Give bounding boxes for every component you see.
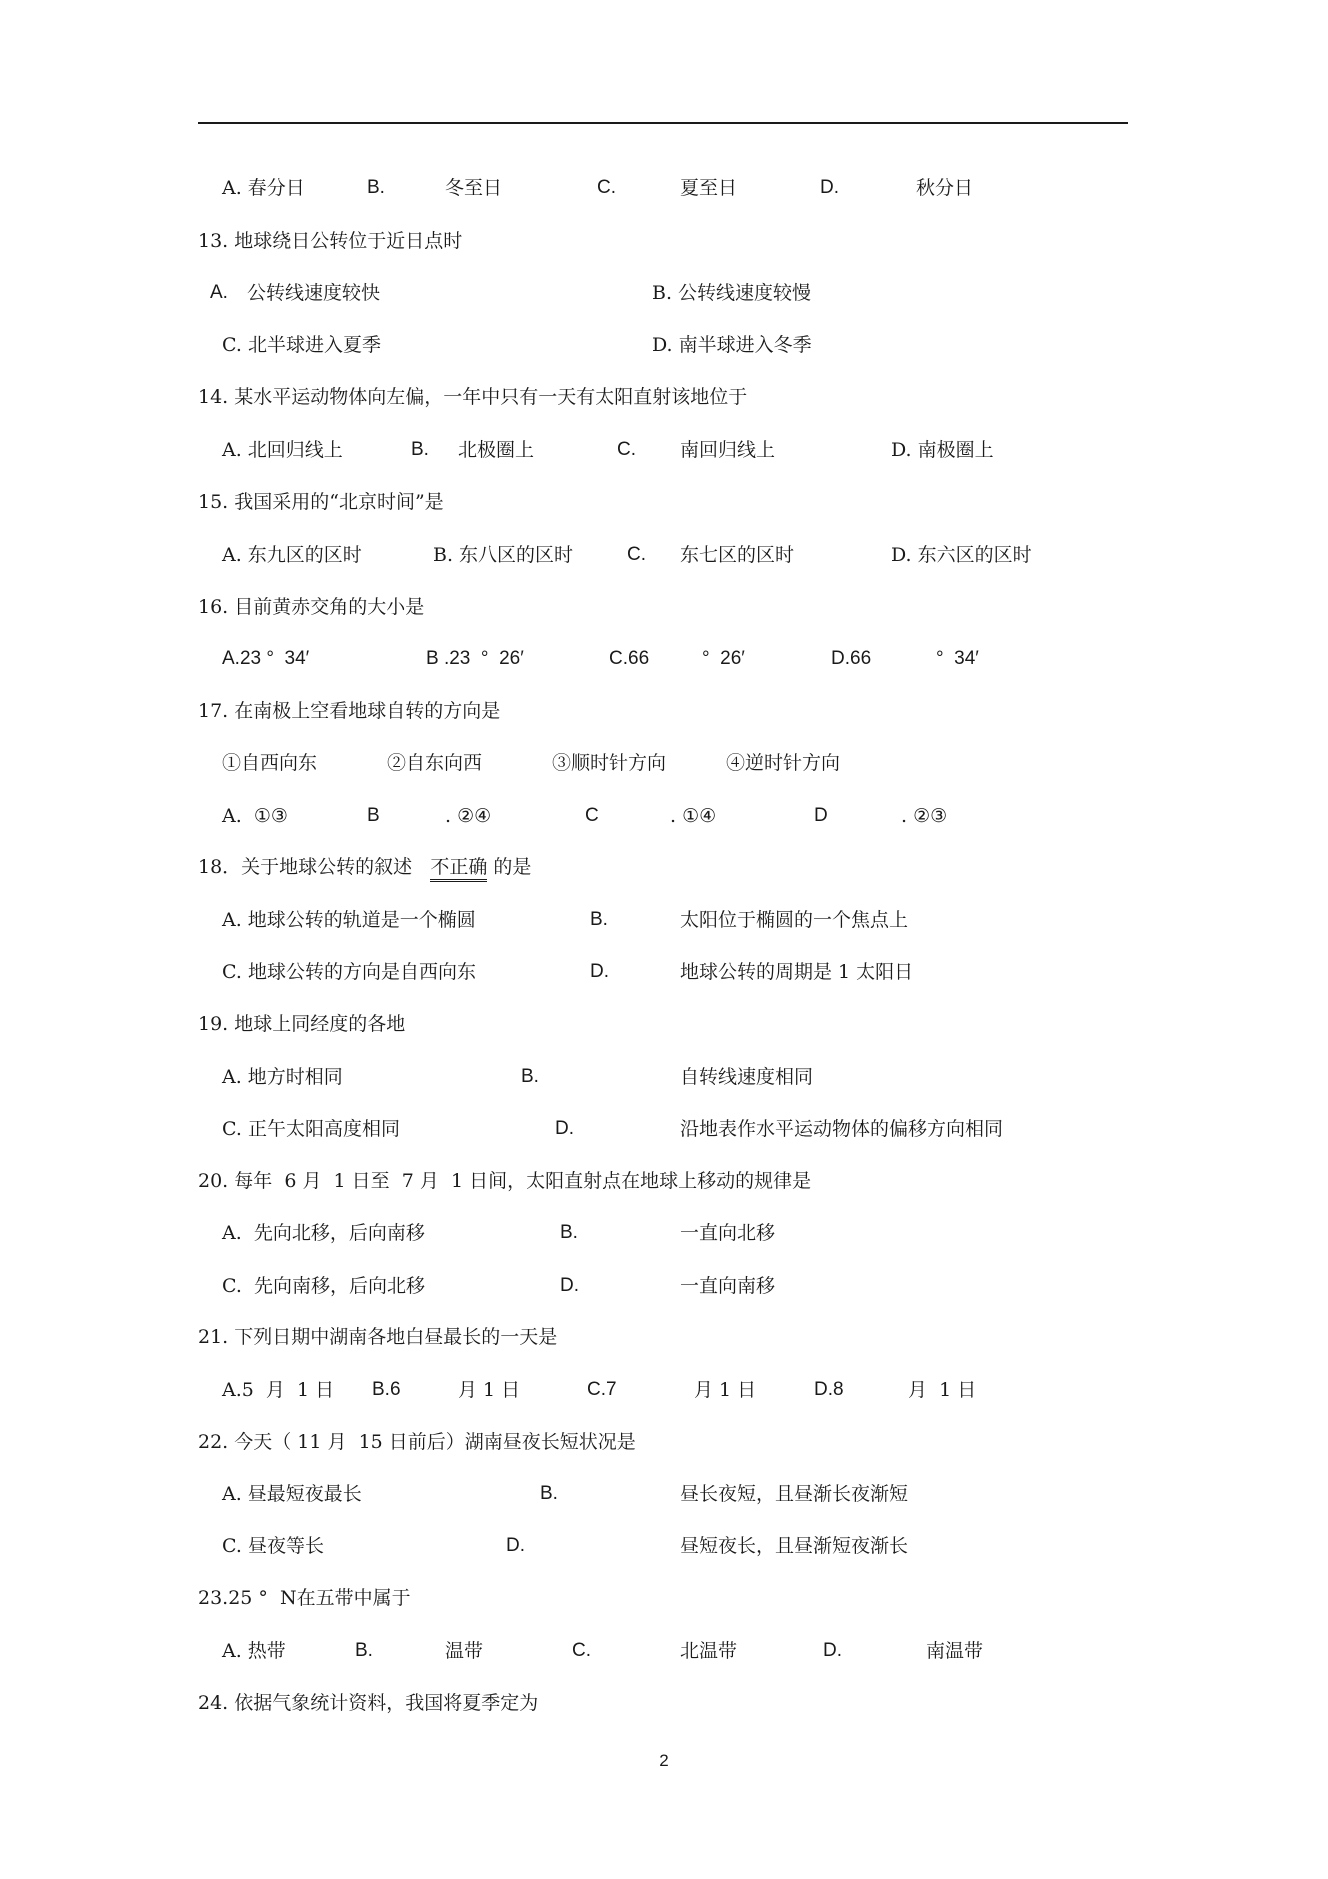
option-b: B .23 ° 26′	[426, 648, 524, 669]
option-b-label: B.	[540, 1483, 558, 1504]
option-b-label: B.	[355, 1640, 373, 1661]
option-c-label: C	[585, 805, 599, 826]
option-c: C. 北半球进入夏季	[222, 334, 381, 356]
option-a-text: 公转线速度较快	[247, 282, 381, 304]
option-d-label: D.	[555, 1118, 574, 1139]
option-d-label: D.	[820, 177, 839, 198]
stem-suffix: 的是	[493, 856, 532, 878]
question-stem: 21. 下列日期中湖南各地白昼最长的一天是	[198, 1326, 558, 1348]
option-b-text: 冬至日	[445, 177, 503, 199]
option-c: C. 先向南移，后向北移	[222, 1275, 425, 1297]
statement-1: ①自西向东	[222, 752, 318, 774]
stem-prefix: 18．关于地球公转的叙述	[198, 856, 413, 878]
option-c-label: C.	[597, 177, 616, 198]
option-d-text: 南温带	[926, 1640, 984, 1662]
option-a: A. 热带	[222, 1640, 286, 1662]
option-c-label: C.	[572, 1640, 591, 1661]
page-number: 2	[659, 1751, 669, 1770]
option-c-label: C.	[627, 544, 646, 565]
question-stem: 22. 今天（ 11 月 15 日前后）湖南昼夜长短状况是	[198, 1431, 636, 1453]
question-stem: 19. 地球上同经度的各地	[198, 1013, 406, 1035]
option-c: C. 正午太阳高度相同	[222, 1118, 400, 1140]
option-d-text: . ②③	[901, 805, 948, 827]
option-d-text: 昼短夜长，且昼渐短夜渐长	[680, 1535, 909, 1557]
option-a-label: A.	[210, 282, 228, 303]
option-b: B. 公转线速度较慢	[652, 282, 812, 304]
option-d: D. 南极圈上	[891, 439, 994, 461]
option-c: C. 昼夜等长	[222, 1535, 324, 1557]
option-b-label: B.6	[372, 1379, 401, 1400]
option-c-text: 夏至日	[680, 177, 738, 199]
question-stem: 16. 目前黄赤交角的大小是	[198, 596, 425, 618]
option-c-text: 东七区的区时	[680, 544, 795, 566]
option-d-label: D.	[590, 961, 609, 982]
option-a: A. 北回归线上	[222, 439, 343, 461]
option-d-label: D.8	[814, 1379, 844, 1400]
option-d-text: 秋分日	[916, 177, 974, 199]
option-b-text: 北极圈上	[458, 439, 535, 461]
option-a: A. 春分日	[222, 177, 305, 199]
option-c-text: . ①④	[670, 805, 717, 827]
option-c-text: ° 26′	[702, 648, 745, 669]
question-stem: 20. 每年 6 月 1 日至 7 月 1 日间，太阳直射点在地球上移动的规律是	[198, 1170, 812, 1192]
option-a: A.5 月 1 日	[222, 1379, 335, 1401]
option-d-text: 沿地表作水平运动物体的偏移方向相同	[680, 1118, 1004, 1140]
question-stem: 17. 在南极上空看地球自转的方向是	[198, 700, 501, 722]
option-b-label: B	[367, 805, 380, 826]
option-b: B. 东八区的区时	[433, 544, 574, 566]
header-rule	[198, 122, 1128, 124]
option-c-label: C.7	[587, 1379, 617, 1400]
option-d-label: D.	[506, 1535, 525, 1556]
statement-3: ③顺时针方向	[552, 752, 667, 774]
option-b-text: 昼长夜短，且昼渐长夜渐短	[680, 1483, 909, 1505]
option-c-label: C.	[617, 439, 636, 460]
option-a: A. ①③	[222, 805, 288, 827]
option-d: D. 南半球进入冬季	[652, 334, 812, 356]
option-d-text: 一直向南移	[680, 1275, 776, 1297]
option-d-label: D.	[560, 1275, 579, 1296]
option-b-text: 太阳位于椭圆的一个焦点上	[680, 909, 909, 931]
option-b-label: B.	[590, 909, 608, 930]
option-b-label: B.	[560, 1222, 578, 1243]
option-d-text: 月 1 日	[908, 1379, 977, 1401]
question-stem: 23.25 ° N在五带中属于	[198, 1587, 411, 1609]
option-b-label: B.	[521, 1066, 539, 1087]
option-a: A. 东九区的区时	[222, 544, 362, 566]
option-b-text: 一直向北移	[680, 1222, 776, 1244]
option-d-label: D.66	[831, 648, 872, 669]
option-c-label: C.66	[609, 648, 650, 669]
option-b-label: B.	[411, 439, 429, 460]
option-b-text: 温带	[445, 1640, 484, 1662]
option-d-label: D	[814, 805, 828, 826]
option-b-text: 自转线速度相同	[680, 1066, 814, 1088]
question-stem: 14. 某水平运动物体向左偏，一年中只有一天有太阳直射该地位于	[198, 386, 748, 408]
question-stem: 15. 我国采用的“北京时间”是	[198, 491, 444, 513]
option-c-text: 月 1 日	[694, 1379, 757, 1401]
question-stem	[198, 856, 531, 878]
option-a: A. 地球公转的轨道是一个椭圆	[222, 909, 476, 931]
option-d-label: D.	[823, 1640, 842, 1661]
option-a: A.23 ° 34′	[222, 648, 310, 669]
option-c: C. 地球公转的方向是自西向东	[222, 961, 476, 983]
stem-emphasis: 不正确	[430, 856, 487, 882]
statement-4: ④逆时针方向	[726, 752, 841, 774]
question-stem: 13. 地球绕日公转位于近日点时	[198, 230, 463, 252]
option-b-text: 月 1 日	[458, 1379, 521, 1401]
option-d-text: 地球公转的周期是 1 太阳日	[680, 961, 914, 983]
statement-2: ②自东向西	[387, 752, 483, 774]
option-c-text: 南回归线上	[680, 439, 776, 461]
option-c-text: 北温带	[680, 1640, 738, 1662]
option-b-label: B.	[367, 177, 385, 198]
option-d-text: ° 34′	[936, 648, 979, 669]
option-a: A. 昼最短夜最长	[222, 1483, 362, 1505]
option-a: A. 地方时相同	[222, 1066, 343, 1088]
option-b-text: . ②④	[445, 805, 492, 827]
option-a: A. 先向北移，后向南移	[222, 1222, 425, 1244]
question-stem: 24. 依据气象统计资料，我国将夏季定为	[198, 1692, 539, 1714]
option-d: D. 东六区的区时	[891, 544, 1032, 566]
